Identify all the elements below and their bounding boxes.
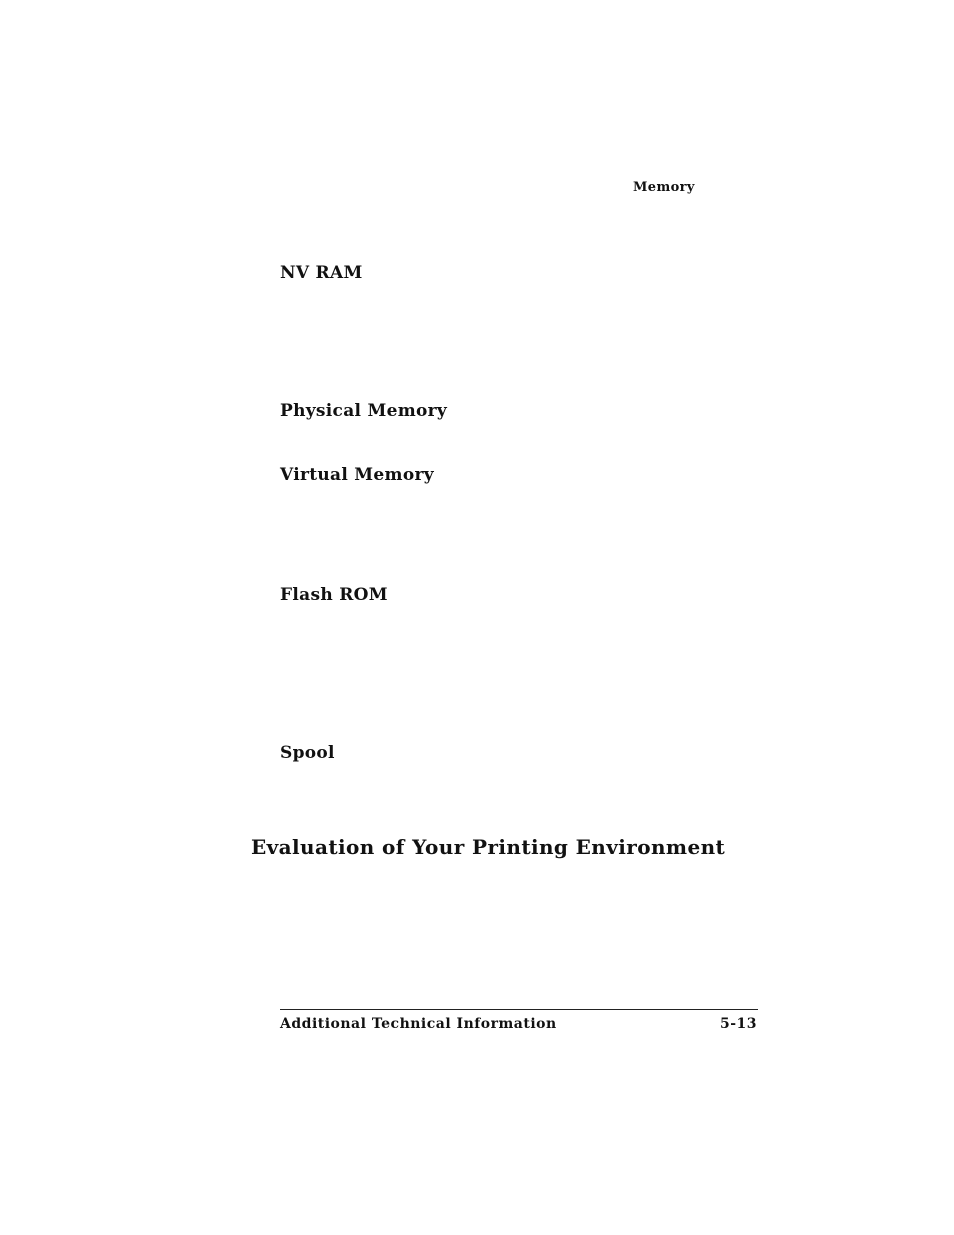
footer-title: Additional Technical Information xyxy=(280,1016,557,1032)
term-virtual-memory: Virtual Memory xyxy=(280,465,434,485)
term-nv-ram: NV RAM xyxy=(280,263,363,283)
page-number: 5-13 xyxy=(719,1016,757,1032)
footer-rule xyxy=(280,1009,758,1010)
term-spool: Spool xyxy=(280,743,335,763)
section-heading: Evaluation of Your Printing Environment xyxy=(251,835,726,859)
term-physical-memory: Physical Memory xyxy=(280,401,448,421)
running-head: Memory xyxy=(633,180,695,195)
term-flash-rom: Flash ROM xyxy=(280,585,388,605)
